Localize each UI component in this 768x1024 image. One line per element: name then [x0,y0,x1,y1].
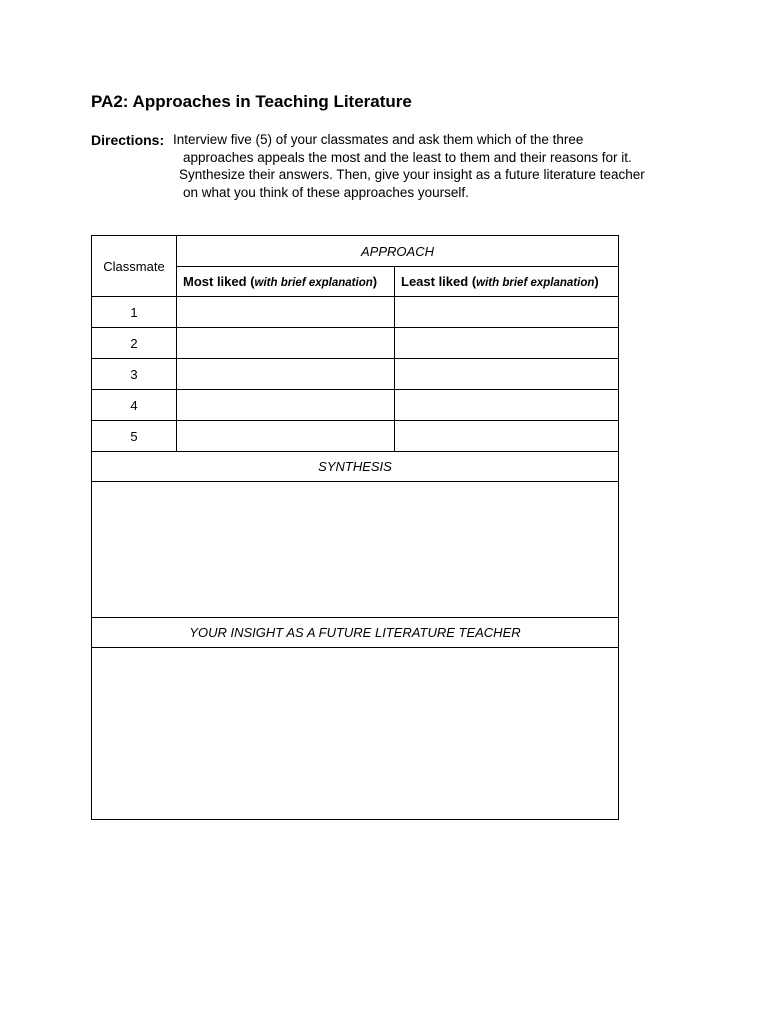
least-liked-cell[interactable] [395,390,619,421]
directions-line-3: Synthesize their answers. Then, give your insight as a future literature teacher [179,167,645,182]
most-liked-cell[interactable] [177,359,395,390]
insight-header: YOUR INSIGHT AS A FUTURE LITERATURE TEACHER [92,618,619,648]
synthesis-answer-area[interactable] [92,482,619,618]
table-row [92,359,619,390]
most-liked-cell[interactable] [177,390,395,421]
row-number: 4 [92,390,177,421]
open-paren: ( [250,274,255,289]
most-liked-cell[interactable] [177,421,395,452]
directions-label: Directions: [91,132,165,148]
row-number: 1 [92,297,177,328]
row-number: 2 [92,328,177,359]
most-liked-label: Most liked [183,274,247,289]
row-number: 3 [92,359,177,390]
approach-survey-table [91,235,619,820]
least-liked-label: Least liked [401,274,469,289]
most-liked-header [177,267,395,297]
explanation-label: with brief explanation [476,277,595,289]
page-title: PA2: Approaches in Teaching Literature [91,92,412,111]
most-liked-cell[interactable] [177,328,395,359]
most-liked-cell[interactable] [177,297,395,328]
table-row [92,421,619,452]
synthesis-header: SYNTHESIS [92,452,619,482]
insight-answer-area[interactable] [92,648,619,820]
directions-line-1: Interview five (5) of your classmates and ask them which of the three [173,132,584,147]
least-liked-cell[interactable] [395,359,619,390]
explanation-label: with brief explanation [254,277,373,289]
table-row [92,390,619,421]
directions-line-4: on what you think of these approaches yourself. [183,185,469,200]
classmate-header: Classmate [92,236,177,297]
close-paren: ) [594,274,599,289]
table-row [92,297,619,328]
close-paren: ) [372,274,378,289]
open-paren: ( [471,274,477,289]
approach-header: APPROACH [177,236,619,267]
row-number: 5 [92,421,177,452]
least-liked-cell[interactable] [395,328,619,359]
least-liked-cell[interactable] [395,297,619,328]
directions-line-2: approaches appeals the most and the least to them and their reasons for it. [183,150,632,165]
least-liked-cell[interactable] [395,421,619,452]
table-row [92,328,619,359]
least-liked-header [395,267,619,297]
